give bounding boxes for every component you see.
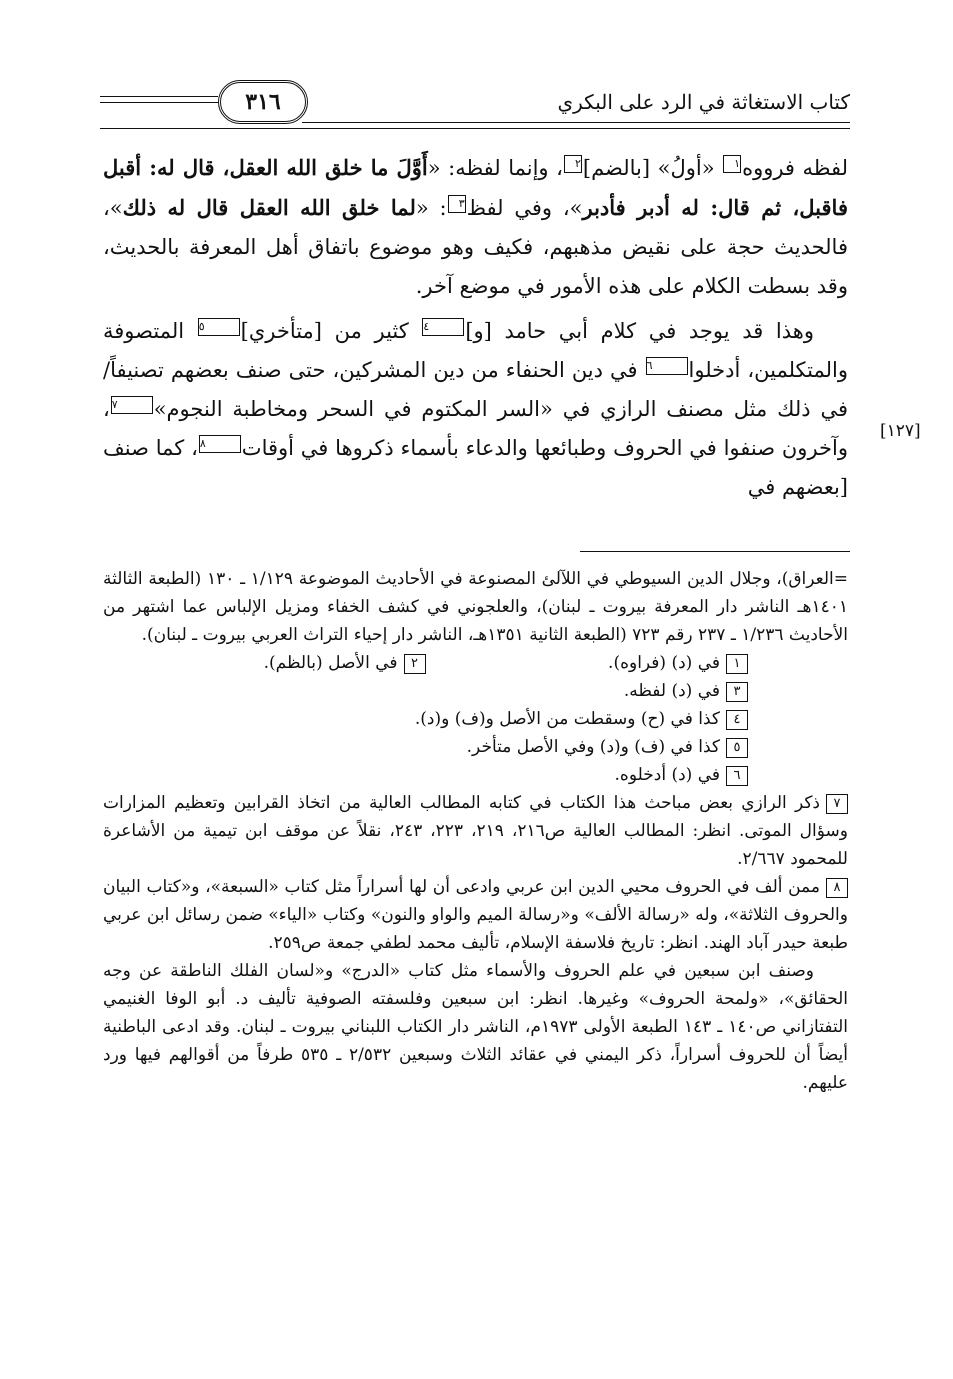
footnote-ref[interactable]: ١ [723, 155, 741, 173]
footnote-separator [580, 551, 850, 552]
footnote-text: ممن ألف في الحروف محيي الدين ابن عربي وادعى أن لها أسراراً مثل كتاب «السبعة»، و«كتاب البيان والحروف الثلاثة»، وله «رسالة الألف» و«رسالة الميم والواو والنون» وكتاب «الياء» ضمن رسائل ابن عربي طبعة حيدر آباد الهند. انظر: تاريخ فلاسفة الإسلام، تأليف محمد لطفي جمعة ص٢٥٩. [103, 877, 848, 953]
footnote [103, 733, 848, 761]
footnote [103, 761, 848, 789]
footnote-text: في الأصل (بالظم). [263, 653, 398, 673]
running-title: كتاب الاستغاثة في الرد على البكري [557, 90, 850, 114]
footnote-number: ١ [726, 654, 748, 674]
footnote-number: ٦ [726, 766, 748, 786]
header-rule [302, 122, 850, 123]
footnote-row [103, 649, 848, 677]
footnote-continuation: =العراق)، وجلال الدين السيوطي في اللآلئ المصنوعة في الأحاديث الموضوعة ١/١٢٩ ـ ١٣٠ (الطبعة الثالثة ١٤٠١هـ الناشر دار المعرفة بيروت ـ لبنان)، والعلجوني في كشف الخفاء ومزيل الإلباس عما اشتهر من الأحاديث ١/٢٣٦ ـ ٢٣٧ رقم ٧٢٣ (الطبعة الثانية ١٣٥١هـ، الناشر دار إحياء التراث العربي بيروت ـ لبنان). [103, 569, 848, 645]
footnote-ref[interactable]: ٦ [646, 357, 688, 375]
footnote-tail: وصنف ابن سبعين في علم الحروف والأسماء مثل كتاب «الدرج» و«لسان الفلك الناطقة عن وجه الحقائق»، «ولمحة الحروف» وغيرها. انظر: ابن سبعين وفلسفته الصوفية تأليف د. أبو الوفا الغنيمي التفتازاني ص١٤٠ ـ ١٤٣ الطبعة الأولى ١٩٧٣م، الناشر دار الكتاب اللبناني بيروت ـ لبنان. وقد ادعى الباطنية أيضاً أن للحروف أسراراً، ذكر اليمني في عقائد الثلاث وسبعين ٢/٥٣٢ ـ ٥٣٥ طرفاً من أقوالهم فيها ورد عليهم. [103, 961, 849, 1093]
footnote-number: ٣ [726, 682, 748, 702]
page-header [100, 78, 850, 126]
footnote-ref[interactable]: ٢ [564, 155, 582, 173]
footnote-number: ٢ [404, 654, 426, 674]
footnote [103, 873, 848, 957]
footnote-ref[interactable]: ٥ [198, 318, 240, 336]
footnote-text: في (د) أدخلوه. [614, 765, 720, 785]
margin-folio-note: [١٢٧] [880, 421, 921, 441]
footnote-text: كذا في (ح) وسقطت من الأصل و(ف) و(د). [414, 709, 720, 729]
footnotes [103, 565, 848, 1097]
footnote [103, 789, 848, 873]
footnote-number: ٥ [726, 738, 748, 758]
main-text [103, 148, 848, 507]
header-rule [100, 96, 218, 97]
footnote-text: في (د) لفظه. [623, 681, 720, 701]
footnote-number: ٧ [826, 794, 848, 814]
header-rule [100, 102, 218, 103]
footnote [103, 649, 426, 677]
main-paragraph: لفظه فرووه١ «أولُ» [بالضم]٢، وإنما لفظه: «أَوَّلَ ما خلق الله العقل، قال له: أقبل فاقبل، ثم قال: له أدبر فأدبر»، وفي لفظ٣: «لما خلق الله العقل قال له ذلك»، فالحديث حجة على نقيض مذهبهم، فكيف وهو موضوع باتفاق أهل المعرفة بالحديث، وقد بسطت الكلام على هذه الأمور في موضع آخر. [103, 155, 848, 298]
footnote-number: ٨ [826, 878, 848, 898]
main-paragraph: وهذا قد يوجد في كلام أبي حامد [و]٤ كثير من [متأخري]٥ المتصوفة والمتكلمين، أدخلوا٦ في دين الحنفاء من دين المشركين، حتى صنف بعضهم تصنيفاً/ في ذلك مثل مصنف الرازي في «السر المكتوم في السحر ومخاطبة النجوم»٧، وآخرون صنفوا في الحروف وطبائعها والدعاء بأسماء ذكروها في أوقات٨، كما صنف [بعضهم في [103, 319, 849, 499]
footnote-text: ذكر الرازي بعض مباحث هذا الكتاب في كتابه المطالب العالية من اتخاذ القرابين وتعظيم المزارات وسؤال الموتى. انظر: المطالب العالية ص٢١٦، ٢١٩، ٢٢٣، ٢٤٣، نقلاً عن موقف ابن تيمية من الأشاعرة للمحمود ٢/٦٦٧. [103, 793, 848, 869]
footnote-ref[interactable]: ٨ [199, 435, 241, 453]
footnote-text: كذا في (ف) و(د) وفي الأصل متأخر. [466, 737, 720, 757]
footnote [103, 705, 848, 733]
footnote-ref[interactable]: ٤ [422, 318, 464, 336]
footnote [426, 649, 749, 677]
footnote [103, 677, 848, 705]
footnote-ref[interactable]: ٣ [448, 195, 466, 213]
page-number: ٣١٦ [218, 80, 308, 124]
footnote-number: ٤ [726, 710, 748, 730]
footnote-text: في (د) (فراوه). [608, 653, 720, 673]
header-rule [100, 128, 850, 129]
footnote-ref[interactable]: ٧ [111, 396, 153, 414]
